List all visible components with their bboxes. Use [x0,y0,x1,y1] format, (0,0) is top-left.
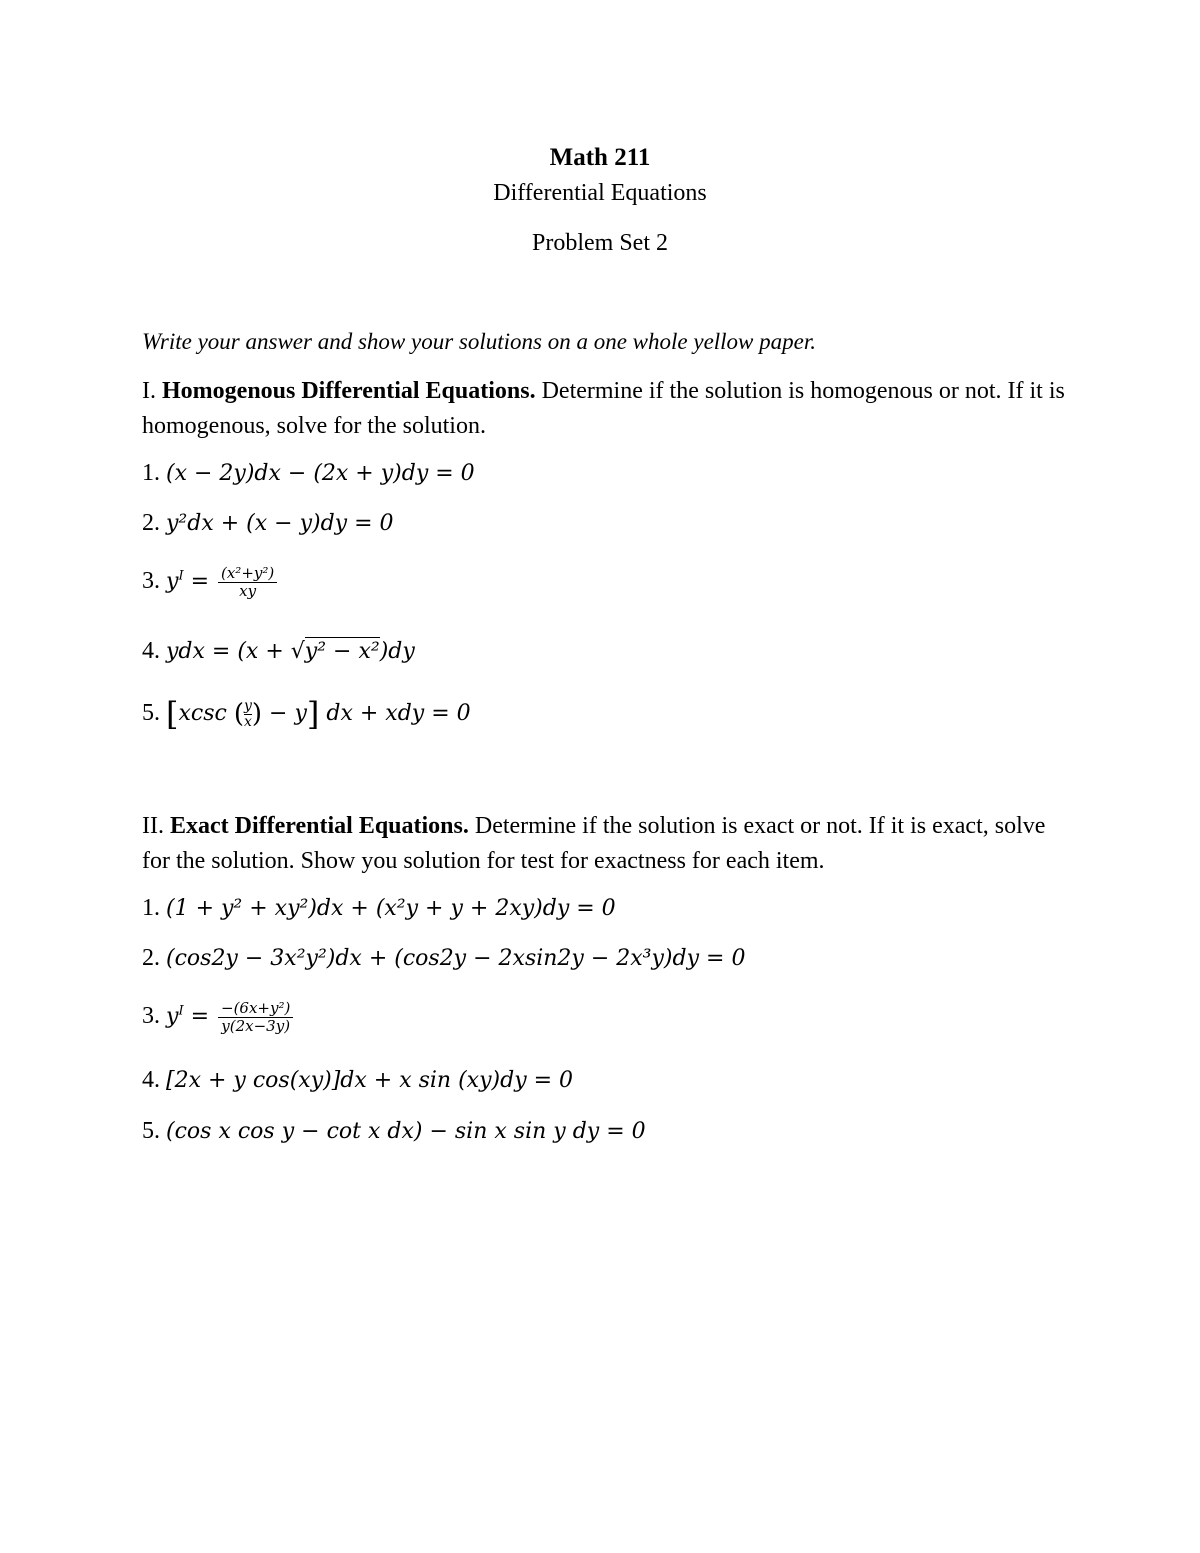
homogenous-item-5: 5. [xcsc ( $\frac{y}{x}) - y$] dx + xdy = 0 [142,695,471,733]
exact-item-2: 2. (cos2y − 3x²y²)dx + (cos2y − 2xsin2y − 2x³y)dy = 0 [142,945,746,971]
section-text: Determine if the solution is homogenous or not. If it is homogenous, solve for the solution. [142,378,1065,439]
section-homogenous [142,374,1072,444]
section-heading: Homogenous Differential Equations. [162,378,536,404]
section-numeral: II. [142,813,164,839]
homogenous-item-2: 2. y²dx + (x − y)dy = 0 [142,510,394,536]
homogenous-item-1: 1. (x − 2y)dx − (2x + y)dy = 0 [142,460,475,486]
instructions: Write your answer and show your solutions on a one whole yellow paper. [142,329,817,354]
course-title: Math 211 [549,144,651,171]
section-text: Determine if the solution is exact or not. If it is exact, solve for the solution. Show you solution for test for exactness for each item. [142,813,1046,874]
section-heading: Exact Differential Equations. [169,813,469,839]
homogenous-item-4: 4. ydx = (x + √y² − x²)dy [142,638,415,664]
exact-item-1: 1. (1 + y² + xy²)dx + (x²y + y + 2xy)dy = 0 [142,895,616,921]
exact-item-3: 3. $y^I$ = $\frac{\text{−(6x+y²)}}{y(2x-3y)}$ [142,1000,295,1035]
exact-item-5: 5. (cos x cos y − cot x dx) − sin x sin y dy = 0 [142,1118,646,1144]
section-exact [142,809,1072,879]
problem-set-label: Problem Set 2 [532,230,668,256]
section-numeral: I. [142,378,156,404]
homogenous-item-3: 3. $y^I$ = $\frac{\text{(x²+y²)}}{xy}$ [142,565,279,600]
course-subject: Differential Equations [493,180,707,206]
exact-item-4: 4. [2x + y cos(xy)]dx + x sin (xy)dy = 0 [142,1067,574,1093]
